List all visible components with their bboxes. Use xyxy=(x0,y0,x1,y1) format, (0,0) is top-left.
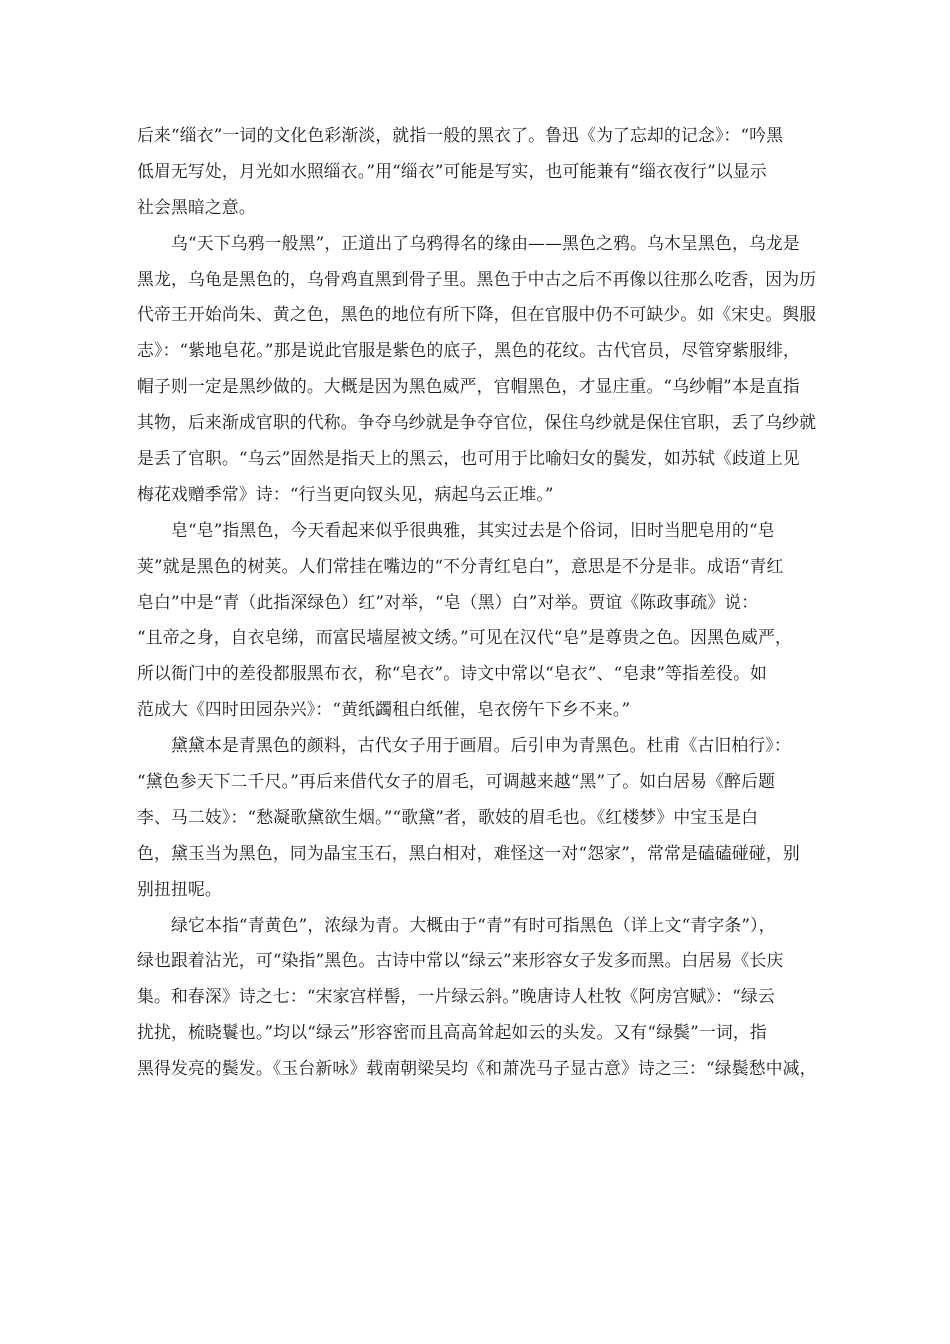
text-line: 黑得发亮的鬓发。《玉台新咏》载南朝梁吴均《和萧冼马子显古意》诗之三：“绿鬓愁中减， xyxy=(137,1058,817,1079)
text-line: 志》：“紫地皂花。”那是说此官服是紫色的底子，黑色的花纹。古代官员，尽管穿紫服绯， xyxy=(137,340,801,361)
text-line: 低眉无写处，月光如水照缁衣。”用“缁衣”可能是写实，也可能兼有“缁衣夜行”以显示 xyxy=(137,160,767,181)
text-line: 乌“天下乌鸦一般黑”，正道出了乌鸦得名的缘由——黑色之鸦。乌木呈黑色，乌龙是 xyxy=(171,232,800,253)
text-line: 社会黑暗之意。 xyxy=(137,196,256,217)
text-line: 绿它本指“青黄色”，浓绿为青。大概由于“青”有时可指黑色（详上文“青字条”）， xyxy=(171,914,776,935)
text-line: 别扭扭呢。 xyxy=(137,878,222,899)
paragraph-wu xyxy=(137,226,827,513)
text-line: 色，黛玉当为黑色，同为晶宝玉石，黑白相对，难怪这一对“怨家”，常常是磕磕碰碰，别 xyxy=(137,842,800,863)
paragraph-zao xyxy=(137,513,827,728)
text-line: 集。和春深》诗之七：“宋家宫样髻，一片绿云斜。”晚唐诗人杜牧《阿房宫赋》：“绿云 xyxy=(137,986,775,1007)
text-line: 范成大《四时田园杂兴》：“黄纸蠲租白纸催，皂衣傍午下乡不来。” xyxy=(137,699,631,720)
article-body xyxy=(137,118,827,1087)
text-line: 帽子则一定是黑纱做的。大概是因为黑色威严，官帽黑色，才显庄重。“乌纱帽”本是直指 xyxy=(137,376,800,397)
text-line: 黛黛本是青黑色的颜料，古代女子用于画眉。后引申为青黑色。杜甫《古旧柏行》： xyxy=(171,735,791,756)
text-line: 所以衙门中的差役都服黑布衣，称“皂衣”。诗文中常以“皂衣”、“皂隶”等指差役。如 xyxy=(137,663,768,684)
text-line: 黑龙，乌龟是黑色的，乌骨鸡直黑到骨子里。黑色于中古之后不再像以往那么吃香，因为历 xyxy=(137,268,817,289)
text-line: 荚”就是黑色的树荚。人们常挂在嘴边的“不分青红皂白”，意思是不分是非。成语“青红 xyxy=(137,555,784,576)
text-line: 其物，后来渐成官职的代称。争夺乌纱就是争夺官位，保住乌纱就是保住官职，丢了乌纱就 xyxy=(137,412,817,433)
text-line: 绿也跟着沾光，可“染指”黑色。古诗中常以“绿云”来形容女子发多而黑。白居易《长庆 xyxy=(137,950,784,971)
paragraph-dai xyxy=(137,728,827,907)
paragraph-zi-yi xyxy=(137,118,827,226)
text-line: 扰扰，梳晓鬟也。”均以“绿云”形容密而且高高耸起如云的头发。又有“绿鬓”一词，指 xyxy=(137,1022,767,1043)
paragraph-lv xyxy=(137,908,827,1087)
text-line: “黛色参天下二千尺。”再后来借代女子的眉毛，可调越来越“黑”了。如白居易《醉后题 xyxy=(137,771,776,792)
text-line: 后来“缁衣”一词的文化色彩渐淡，就指一般的黑衣了。鲁迅《为了忘却的记念》：“吟黑 xyxy=(137,125,784,145)
text-line: “且帝之身，自衣皂绨，而富民墙屋被文绣。”可见在汉代“皂”是尊贵之色。因黑色威严， xyxy=(137,627,793,648)
text-line: 皂“皂”指黑色，今天看起来似乎很典雅，其实过去是个俗词，旧时当肥皂用的“皂 xyxy=(171,519,775,540)
text-line: 皂白”中是“青（此指深绿色）红”对举，“皂（黑）白”对举。贾谊《陈政事疏》说： xyxy=(137,591,759,612)
text-line: 是丢了官职。“乌云”固然是指天上的黑云，也可用于比喻妇女的鬓发，如苏轼《歧道上见 xyxy=(137,448,800,469)
text-line: 代帝王开始尚朱、黄之色，黑色的地位有所下降，但在官服中仍不可缺少。如《宋史。舆服 xyxy=(137,304,817,325)
text-line: 李、马二妓》：“愁凝歌黛欲生烟。”“歌黛”者，歌妓的眉毛也。《红楼梦》中宝玉是白 xyxy=(137,806,759,827)
text-line: 梅花戏赠季常》诗：“行当更向钗头见，病起乌云正堆。” xyxy=(137,483,554,504)
